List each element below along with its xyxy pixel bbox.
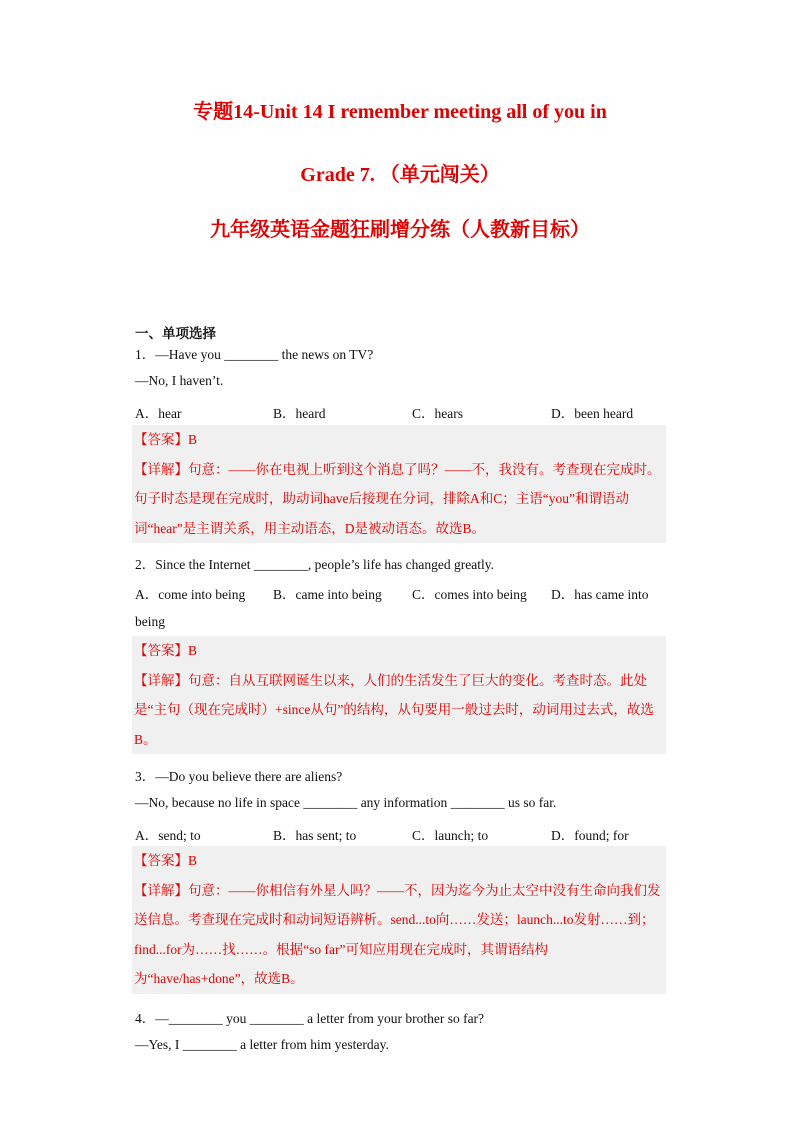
doc-title-line-3: 九年级英语金题狂刷增分练（人教新目标）: [210, 219, 590, 241]
q2-option-c: C．comes into being: [412, 587, 527, 602]
doc-title-line-2: Grade 7. （单元闯关）: [300, 164, 500, 186]
q3-stem-line-1: 3．—Do you believe there are aliens?: [135, 769, 343, 784]
q3-option-a: A．send; to: [135, 828, 201, 843]
q1-answer-box: [132, 425, 666, 543]
q4-stem-line-1: 4．—________ you ________ a letter from your brother so far?: [135, 1011, 485, 1026]
q3-answer: 【答案】B: [134, 853, 198, 868]
q3-answer-box: [132, 846, 666, 994]
q1-option-c: C．hears: [412, 406, 463, 421]
doc-title-line-1: 专题14-Unit 14 I remember meeting all of you in: [193, 101, 607, 123]
q3-option-c: C．launch; to: [412, 828, 489, 843]
q1-detail: 【详解】句意：——你在电视上听到这个消息了吗？——不，我没有。考查现在完成时。句子时态是现在完成时，助动词have后接现在分词，排除A和C；主语“you”和谓语动词“hear”是主谓关系，用主动语态，D是被动语态。故选B。: [134, 461, 661, 536]
q3-option-b: B．has sent; to: [273, 828, 357, 843]
q2-answer: 【答案】B: [134, 643, 198, 658]
q2-stem-line-1: 2．Since the Internet ________, people’s life has changed greatly.: [135, 557, 495, 572]
q1-stem-line-1: 1．—Have you ________ the news on TV?: [135, 347, 374, 362]
q2-option-d: D．has came into: [551, 587, 649, 602]
q3-option-d: D．found; for: [551, 828, 629, 843]
q2-option-d-wrap: being: [135, 614, 165, 629]
q1-answer: 【答案】B: [134, 432, 198, 447]
q2-detail: 【详解】句意：自从互联网诞生以来，人们的生活发生了巨大的变化。考查时态。此处是“主句（现在完成时）+since从句”的结构，从句要用一般过去时，动词用过去式，故选B。: [134, 672, 654, 747]
q3-detail: 【详解】句意：——你相信有外星人吗？——不，因为迄今为止太空中没有生命向我们发送信息。考查现在完成时和动词短语辨析。send...to向……发送；launch...to发射……到；find...for为……找……。根据“so far”可知应用现在完成时，其谓语结构为“have/has+done”，故选B。: [134, 882, 661, 986]
q4-stem-line-2: —Yes, I ________ a letter from him yesterday.: [135, 1037, 389, 1052]
q2-option-a: A．come into being: [135, 587, 246, 602]
q2-option-b: B．came into being: [273, 587, 382, 602]
q1-option-b: B．heard: [273, 406, 326, 421]
q2-answer-box: [132, 636, 666, 754]
section-heading: 一、单项选择: [135, 326, 216, 341]
q1-option-d: D．been heard: [551, 406, 634, 421]
q1-option-a: A．hear: [135, 406, 182, 421]
q3-stem-line-2: —No, because no life in space ________ any information ________ us so far.: [135, 795, 557, 810]
q1-stem-line-2: —No, I haven’t.: [135, 373, 224, 388]
